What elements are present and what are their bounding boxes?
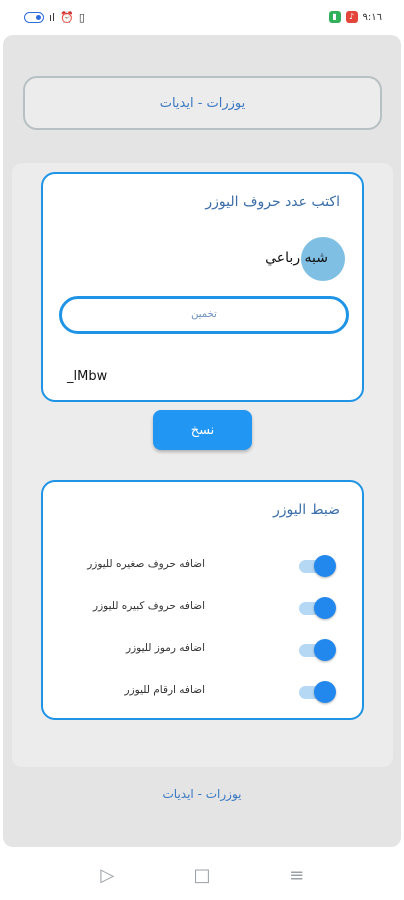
- settings-card: [41, 480, 364, 720]
- option-label: اضافه حروف صغيره لليوزر: [87, 558, 205, 570]
- option-row-numbers: [65, 681, 340, 705]
- toggle-knob: [314, 555, 336, 577]
- letter-count-input[interactable]: [59, 296, 349, 334]
- app-header: [23, 76, 382, 130]
- status-left-icons: [24, 11, 85, 24]
- status-right-icons: [329, 11, 382, 23]
- toggle-knob: [314, 681, 336, 703]
- symbols-toggle[interactable]: [299, 641, 335, 659]
- option-row-uppercase: [65, 597, 340, 621]
- toggle-knob: [314, 639, 336, 661]
- home-square-icon[interactable]: □: [193, 864, 211, 886]
- generated-username: _lMbw: [67, 369, 108, 384]
- header-title: يوزرات - ايديات: [159, 95, 246, 111]
- option-label: اضافه رموز لليوزر: [126, 642, 205, 654]
- result-label: شبه رباعي: [265, 250, 328, 266]
- lowercase-toggle[interactable]: [299, 557, 335, 575]
- generator-card-title: اكتب عدد حروف اليوزر: [205, 194, 340, 210]
- copy-button[interactable]: [153, 410, 252, 450]
- uppercase-toggle[interactable]: [299, 599, 335, 617]
- menu-lines-icon[interactable]: ≡: [289, 864, 305, 886]
- vpn-pill-icon: [24, 12, 44, 23]
- notification-red-icon: ♪: [346, 11, 358, 23]
- numbers-toggle[interactable]: [299, 683, 335, 701]
- option-label: اضافه حروف كبيره لليوزر: [93, 600, 205, 612]
- vibrate-icon: ▯: [78, 10, 85, 24]
- copy-button-label: نسخ: [190, 422, 215, 438]
- footer-text: يوزرات - ايديات: [162, 787, 242, 801]
- letter-count-placeholder: تخمين: [191, 309, 217, 320]
- option-row-symbols: [65, 639, 340, 663]
- system-nav-bar: [0, 850, 404, 900]
- option-row-lowercase: [65, 555, 340, 579]
- signal-icon: ıl: [49, 10, 56, 24]
- settings-card-title: ضبط اليوزر: [273, 502, 340, 518]
- option-label: اضافه ارقام لليوزر: [124, 684, 205, 696]
- generator-card: [41, 172, 364, 402]
- back-triangle-icon[interactable]: ▷: [100, 864, 115, 886]
- battery-green-icon: ▮: [329, 11, 341, 23]
- alarm-icon: ⏰: [60, 10, 74, 24]
- status-bar: [0, 0, 404, 34]
- toggle-knob: [314, 597, 336, 619]
- status-time: ٩:١٦: [362, 11, 382, 23]
